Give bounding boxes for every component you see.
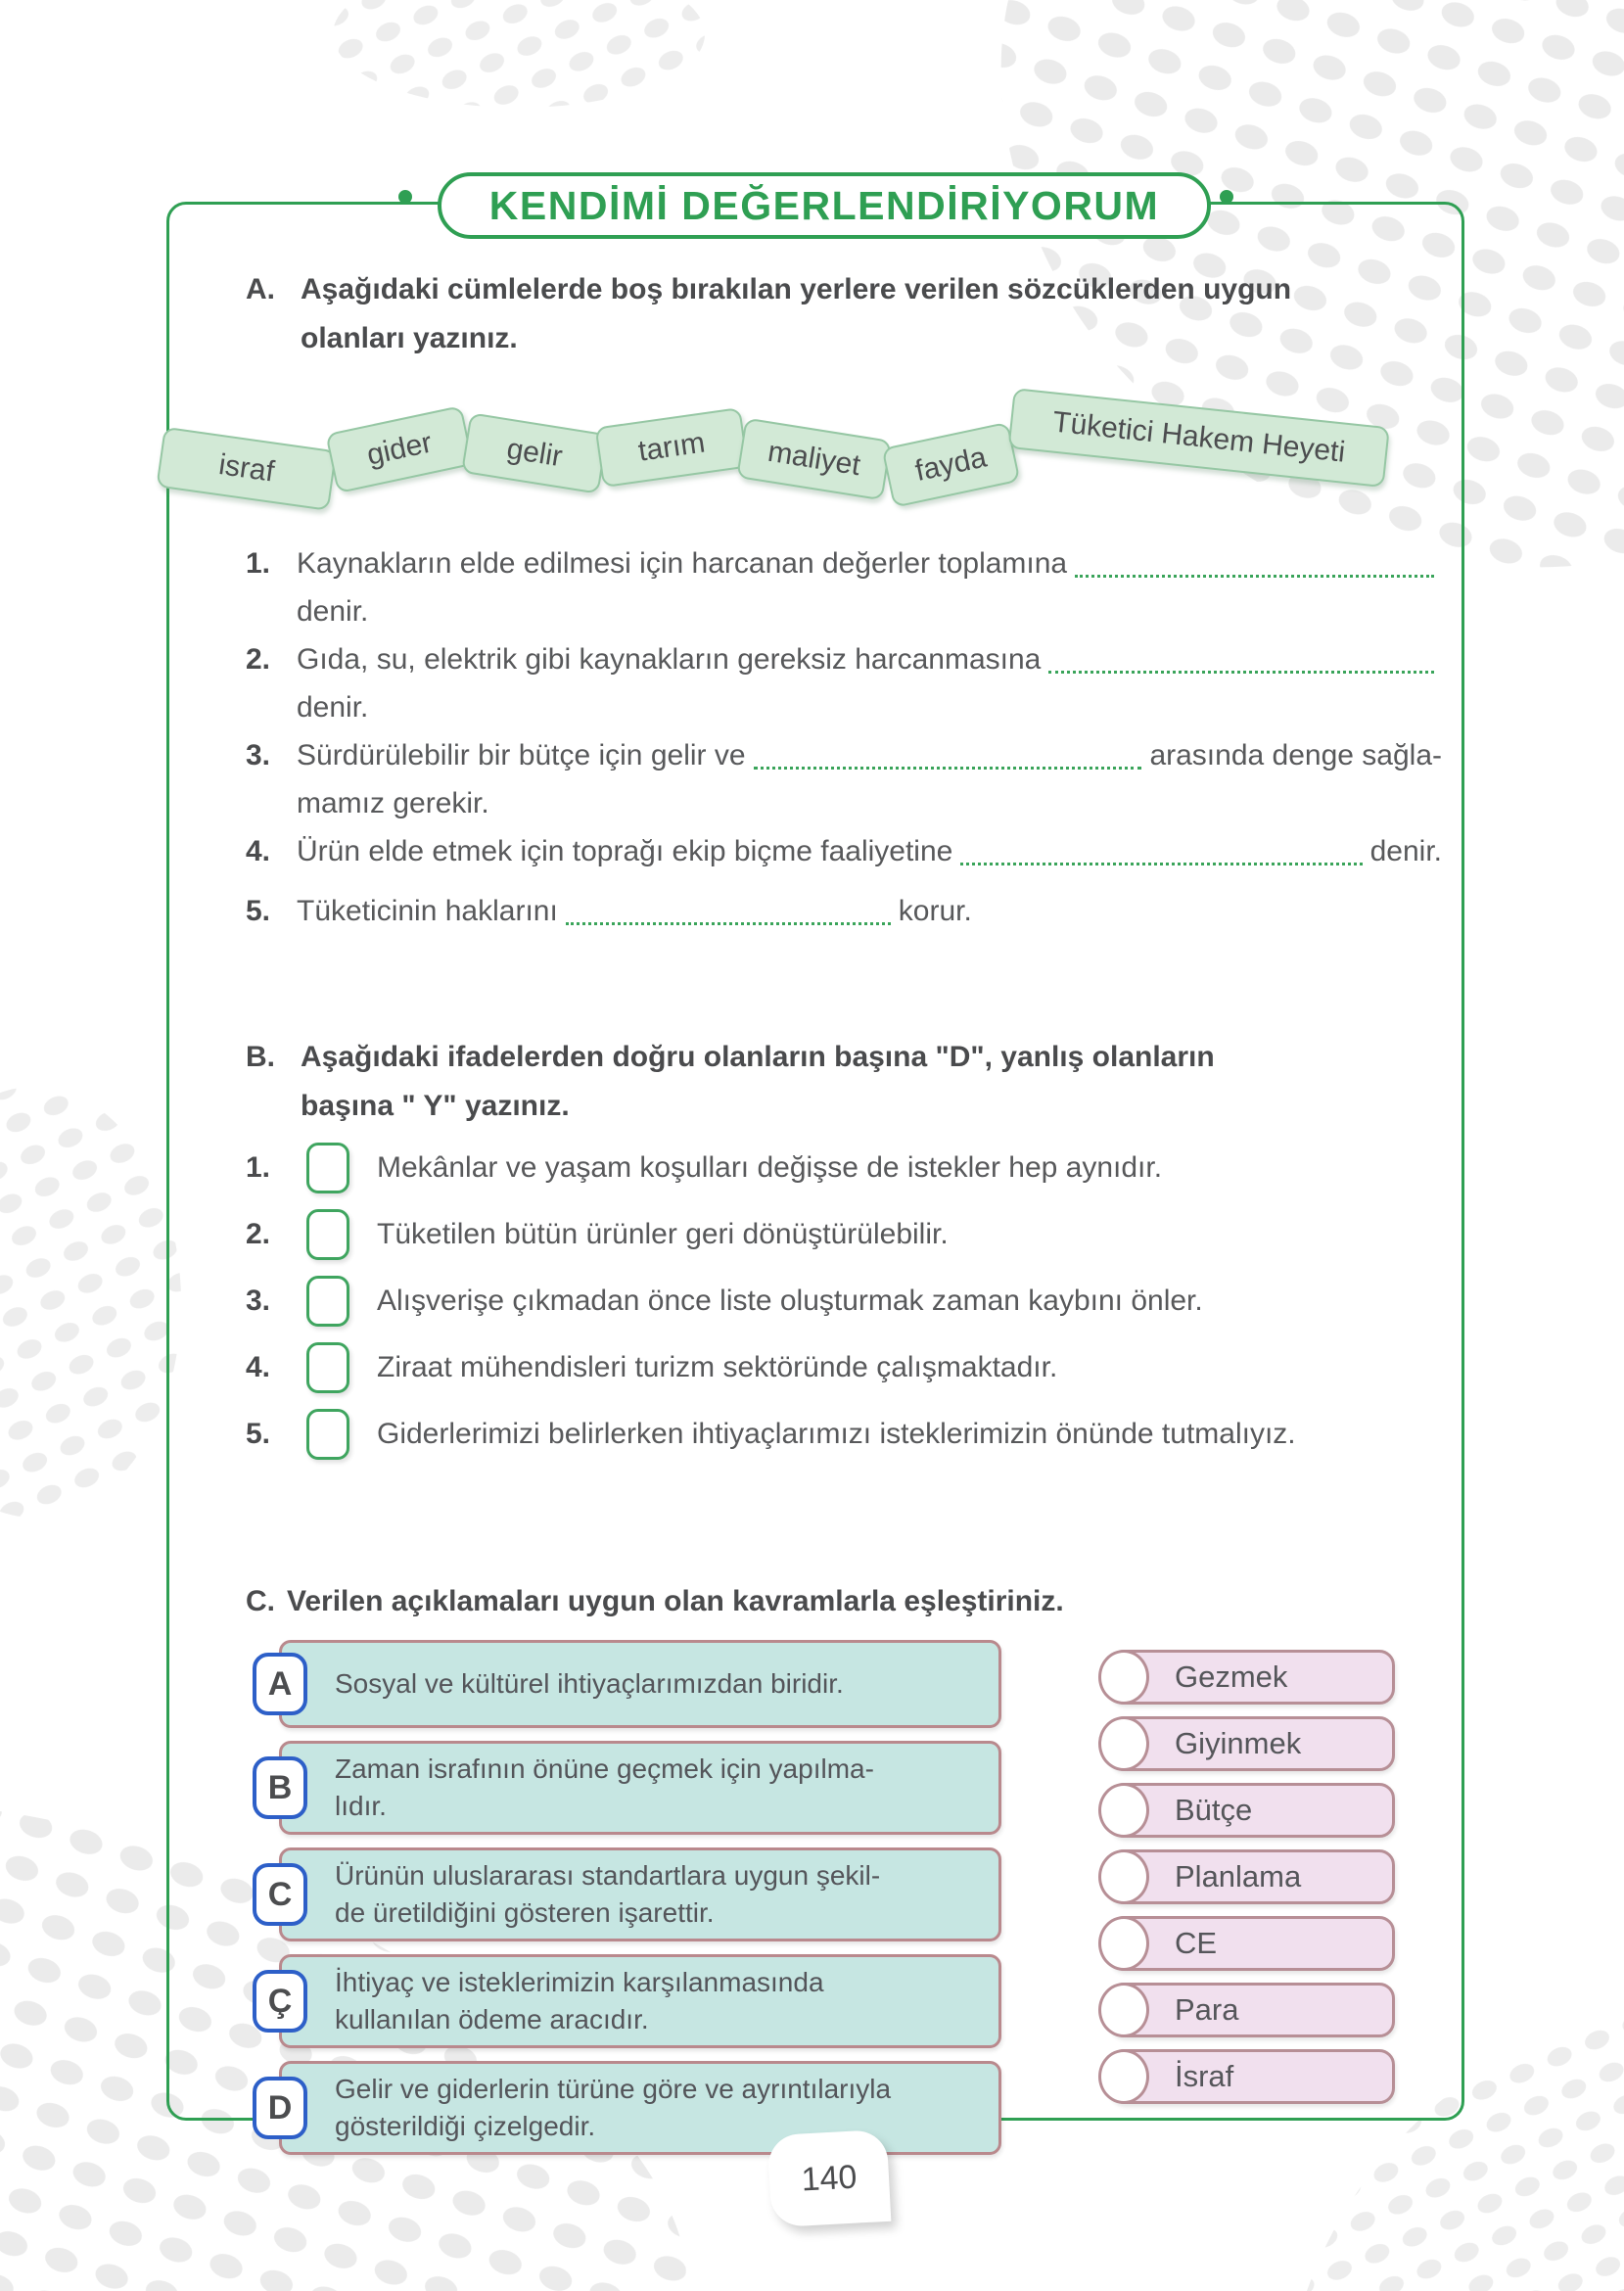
section-a-label: A. — [246, 273, 275, 305]
section-b-heading — [246, 1033, 1442, 1131]
truefalse-item-4 — [246, 1342, 1442, 1393]
card-text: Ürünün uluslararası standartlara uygun şekil- — [335, 1860, 881, 1891]
card-text: İhtiyaç ve isteklerimizin karşılanmasında — [335, 1967, 824, 1997]
truefalse-item-2 — [246, 1209, 1442, 1260]
letter-badge: C — [253, 1863, 307, 1926]
statement-card-a — [267, 1640, 1001, 1728]
statement-cards — [267, 1640, 1001, 2168]
card-text-line2: lıdır. — [335, 1791, 387, 1821]
fill-blank-item-4 — [246, 827, 1442, 875]
truefalse-item-5 — [246, 1409, 1442, 1460]
section-c-instruction: Verilen açıklamaları uygun olan kavramlarla eşleştiriniz. — [287, 1585, 1064, 1617]
section-c-label: C. — [246, 1585, 275, 1617]
item-number: 1. — [246, 1151, 271, 1184]
match-circle[interactable] — [1098, 1983, 1149, 2037]
matching-exercise — [246, 1640, 1442, 2168]
section-c-heading — [246, 1577, 1442, 1626]
concept-chip-ce — [1109, 1916, 1395, 1971]
section-b-items — [246, 1143, 1442, 1460]
card-text-line2: de üretildiğini gösteren işarettir. — [335, 1897, 715, 1928]
title-connector-ring-left-icon — [398, 190, 412, 204]
match-circle[interactable] — [1098, 1716, 1149, 1771]
answer-blank[interactable] — [1075, 575, 1434, 578]
statement-card-d — [267, 2061, 1001, 2155]
truefalse-checkbox[interactable] — [306, 1409, 349, 1460]
fill-blank-item-2 — [246, 635, 1442, 731]
statement-text: Alışverişe çıkmadan önce liste oluşturmak zaman kaybını önler. — [377, 1285, 1203, 1317]
match-circle[interactable] — [1098, 1783, 1149, 1838]
word-chip-israf: israf — [156, 427, 337, 511]
section-b-label: B. — [246, 1041, 275, 1073]
concept-chip-israf — [1109, 2049, 1395, 2104]
truefalse-item-1 — [246, 1143, 1442, 1193]
item-number: 2. — [246, 643, 271, 676]
page-content — [169, 205, 1462, 2141]
concept-chip-gezmek — [1109, 1650, 1395, 1705]
fill-blank-item-3 — [246, 731, 1442, 827]
concept-chip-planlama — [1109, 1849, 1395, 1904]
item-number: 1. — [246, 547, 271, 580]
concept-chips — [1109, 1650, 1395, 2168]
concept-label: Gezmek — [1175, 1660, 1288, 1694]
statement-card-c-cedilla — [267, 1954, 1001, 2048]
truefalse-checkbox[interactable] — [306, 1342, 349, 1393]
concept-label: Bütçe — [1175, 1793, 1253, 1827]
item-text: Kaynakların elde edilmesi için harcanan değerler toplamına — [297, 547, 1068, 580]
word-chip-fayda: fayda — [882, 422, 1021, 508]
card-text-line2: gösterildiği çizelgedir. — [335, 2111, 596, 2141]
item-number: 4. — [246, 1351, 271, 1383]
concept-label: Para — [1175, 1992, 1239, 2027]
title-connector-ring-right-icon — [1220, 190, 1233, 204]
concept-label: Planlama — [1175, 1859, 1302, 1894]
match-circle[interactable] — [1098, 1916, 1149, 1971]
item-number: 4. — [246, 835, 271, 867]
page-title: KENDİMİ DEĞERLENDİRİYORUM — [438, 172, 1211, 239]
statement-card-c — [267, 1847, 1001, 1941]
page-number: 140 — [800, 2158, 858, 2198]
word-chip-gider: gider — [325, 405, 474, 493]
page-number-badge — [767, 2129, 892, 2227]
truefalse-checkbox[interactable] — [306, 1209, 349, 1260]
answer-blank[interactable] — [566, 922, 891, 925]
section-b-instruction: Aşağıdaki ifadelerden doğru olanların başına "D", yanlış olanların başına " Y" yazınız. — [301, 1041, 1215, 1122]
section-a-heading — [246, 265, 1442, 363]
concept-chip-para — [1109, 1983, 1395, 2037]
item-text: Gıda, su, elektrik gibi kaynakların gereksiz harcanmasına — [297, 643, 1042, 676]
match-circle[interactable] — [1098, 2049, 1149, 2104]
item-text-after: arasında denge sağla- — [1149, 739, 1442, 771]
letter-badge: A — [253, 1653, 307, 1715]
item-text: Ürün elde etmek için toprağı ekip biçme faaliyetine — [297, 835, 953, 867]
match-circle[interactable] — [1098, 1849, 1149, 1904]
word-bank — [162, 389, 1442, 518]
concept-label: Giyinmek — [1175, 1726, 1302, 1760]
item-number: 3. — [246, 739, 271, 771]
section-a-items — [246, 539, 1442, 935]
concept-label: CE — [1175, 1926, 1218, 1960]
word-chip-tarim: tarım — [595, 407, 749, 488]
item-text-after: korur. — [898, 895, 972, 927]
item-text: Sürdürülebilir bir bütçe için gelir ve — [297, 739, 746, 771]
truefalse-checkbox[interactable] — [306, 1143, 349, 1193]
statement-text: Tüketilen bütün ürünler geri dönüştürülebilir. — [377, 1218, 949, 1250]
statement-text: Giderlerimizi belirlerken ihtiyaçlarımızı isteklerimizin önünde tutmalıyız. — [377, 1418, 1296, 1450]
fill-blank-item-5 — [246, 887, 1442, 935]
statement-text: Ziraat mühendisleri turizm sektöründe çalışmaktadır. — [377, 1351, 1058, 1383]
item-number: 2. — [246, 1218, 271, 1250]
answer-blank[interactable] — [754, 767, 1142, 770]
answer-blank[interactable] — [960, 863, 1362, 865]
card-text: Sosyal ve kültürel ihtiyaçlarımızdan biridir. — [335, 1668, 844, 1699]
item-text-line2: mamız gerekir. — [297, 787, 489, 819]
item-text-after: denir. — [1369, 835, 1442, 867]
statement-text: Mekânlar ve yaşam koşulları değişse de istekler hep aynıdır. — [377, 1151, 1163, 1184]
item-number: 5. — [246, 1418, 271, 1450]
card-text-line2: kullanılan ödeme aracıdır. — [335, 2004, 649, 2034]
letter-badge: D — [253, 2077, 307, 2139]
card-text: Gelir ve giderlerin türüne göre ve ayrıntılarıyla — [335, 2074, 892, 2104]
section-a-instruction: Aşağıdaki cümlelerde boş bırakılan yerlere verilen sözcüklerden uygun olanları yazınız. — [301, 273, 1292, 354]
fill-blank-item-1 — [246, 539, 1442, 635]
concept-label: İsraf — [1175, 2059, 1234, 2093]
card-text: Zaman israfının önüne geçmek için yapılma- — [335, 1753, 874, 1784]
answer-blank[interactable] — [1048, 671, 1434, 674]
concept-chip-giyinmek — [1109, 1716, 1395, 1771]
word-chip-tuketici-hakem-heyeti: Tüketici Hakem Heyeti — [1008, 388, 1390, 488]
match-circle[interactable] — [1098, 1650, 1149, 1705]
word-chip-gelir: gelir — [461, 412, 608, 493]
item-text-line2: denir. — [297, 595, 369, 628]
item-text: Tüketicinin haklarını — [297, 895, 558, 927]
truefalse-checkbox[interactable] — [306, 1276, 349, 1327]
letter-badge: B — [253, 1756, 307, 1819]
letter-badge: Ç — [253, 1970, 307, 2033]
word-chip-maliyet: maliyet — [736, 417, 892, 500]
concept-chip-butce — [1109, 1783, 1395, 1838]
statement-card-b — [267, 1741, 1001, 1835]
truefalse-item-3 — [246, 1276, 1442, 1327]
item-number: 5. — [246, 895, 271, 927]
item-number: 3. — [246, 1285, 271, 1317]
item-text-line2: denir. — [297, 691, 369, 724]
